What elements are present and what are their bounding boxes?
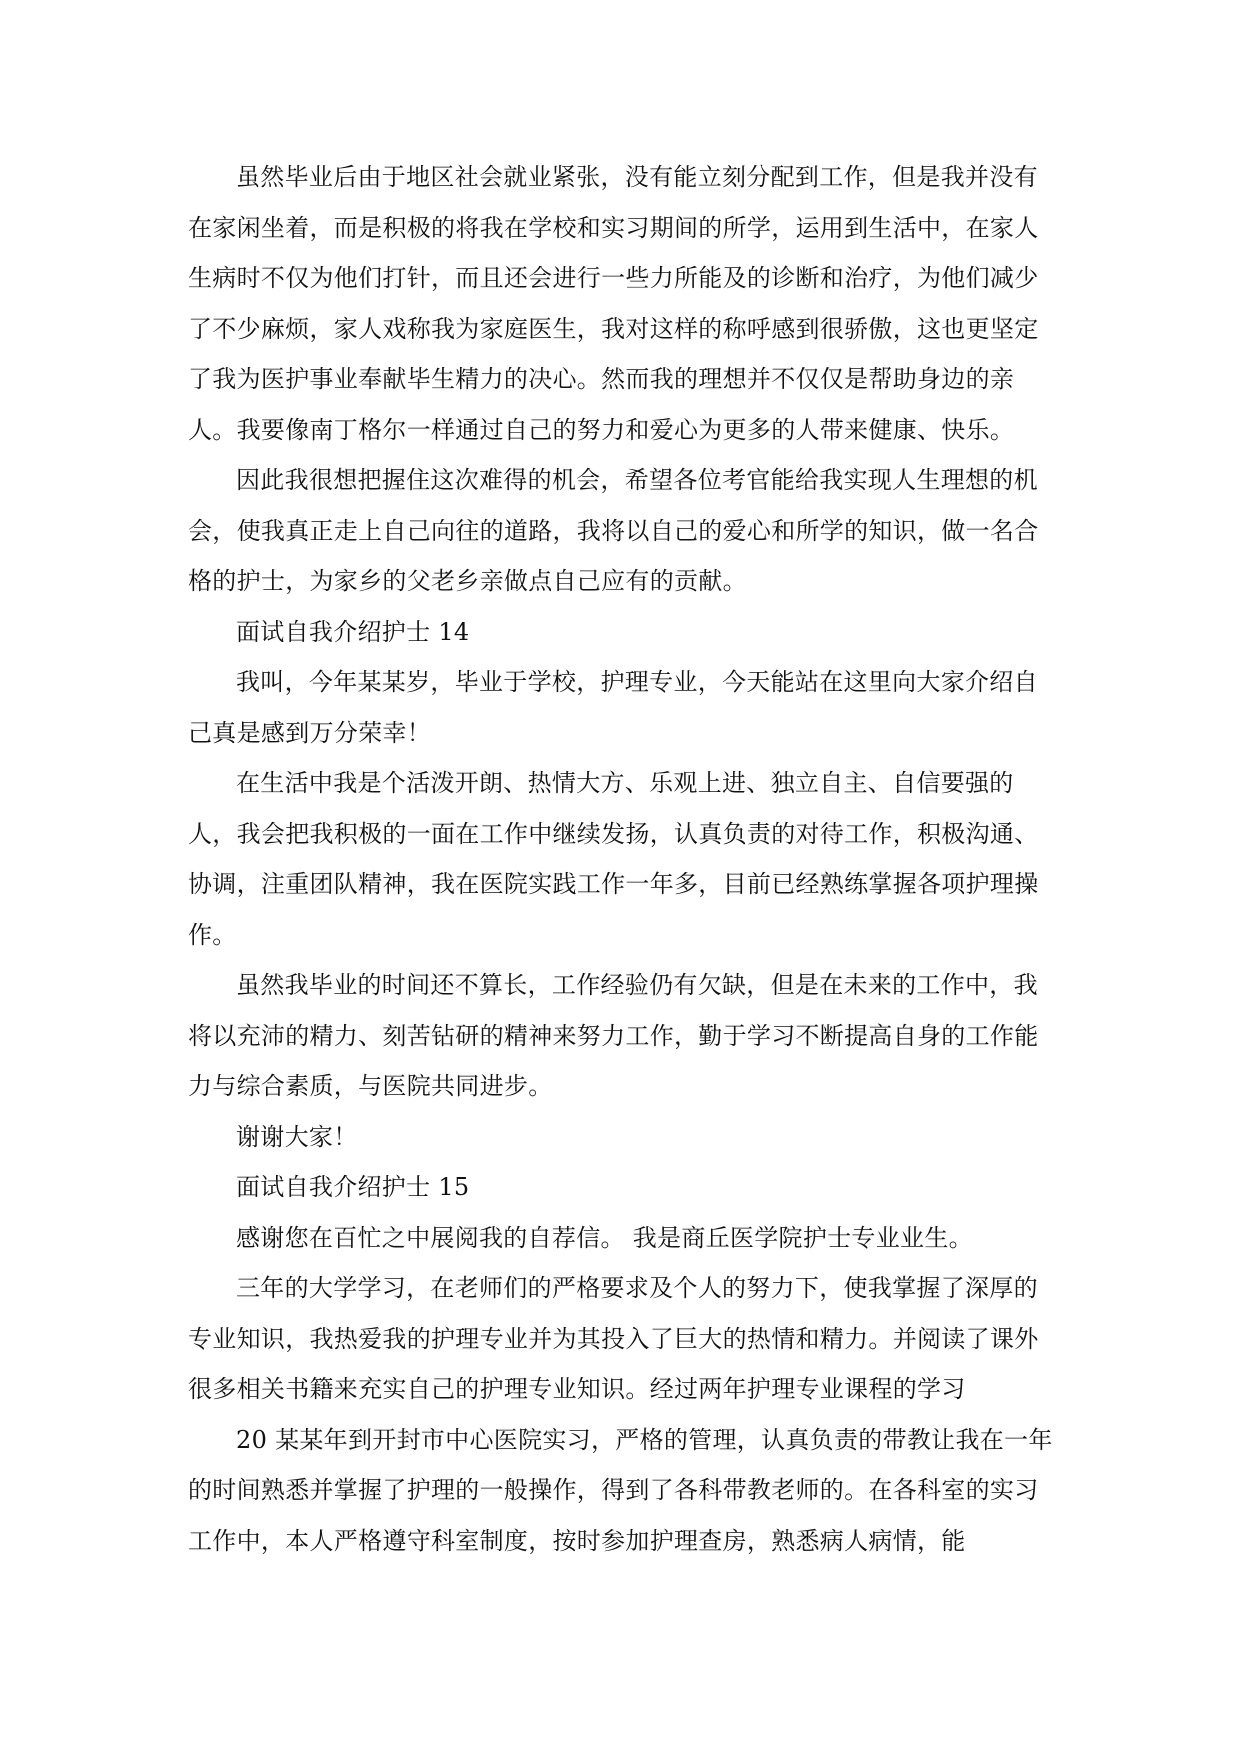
- paragraph-graduation-experience: 虽然毕业后由于地区社会就业紧张，没有能立刻分配到工作，但是我并没有在家闲坐着，而是积极的将我在学校和实习期间的所学，运用到生活中，在家人生病时不仅为他们打针，而且还会进行一些力所能及的诊断和治疗，为他们减少了不少麻烦，家人戏称我为家庭医生，我对这样的称呼感到很骄傲，这也更坚定了我为医护事业奉献毕生精力的决心。然而我的理想并不仅仅是帮助身边的亲人。我要像南丁格尔一样通过自己的努力和爱心为更多的人带来健康、快乐。: [188, 163, 1039, 444]
- paragraph-future-work: 虽然我毕业的时间还不算长，工作经验仍有欠缺，但是在未来的工作中，我将以充沛的精力、刻苦钻研的精神来努力工作，勤于学习不断提高自身的工作能力与综合素质，与医院共同进步。: [188, 971, 1039, 1100]
- paragraph-university-study: 三年的大学学习，在老师们的严格要求及个人的努力下，使我掌握了深厚的专业知识，我热爱我的护理专业并为其投入了巨大的热情和精力。并阅读了课外很多相关书籍来充实自己的护理专业知识。经过两年护理专业课程的学习: [188, 1274, 1039, 1403]
- paragraph-introduction: 我叫，今年某某岁，毕业于学校，护理专业，今天能站在这里向大家介绍自己真是感到万分荣幸！: [188, 668, 1038, 747]
- paragraph-personality: 在生活中我是个活泼开朗、热情大方、乐观上进、独立自主、自信要强的人，我会把我积极的一面在工作中继续发扬，认真负责的对待工作，积极沟通、协调，注重团队精神，我在医院实践工作一年多，目前已经熟练掌握各项护理操作。: [188, 769, 1039, 949]
- document-body: [188, 152, 1054, 1566]
- section-heading-15: 面试自我介绍护士 15: [236, 1173, 470, 1201]
- paragraph-thanks: 谢谢大家！: [236, 1122, 358, 1151]
- paragraph-seize-opportunity: 因此我很想把握住这次难得的机会，希望各位考官能给我实现人生理想的机会，使我真正走上自己向往的道路，我将以自己的爱心和所学的知识，做一名合格的护士，为家乡的父老乡亲做点自己应有的贡献。: [188, 466, 1039, 595]
- paragraph-internship: 20 某某年到开封市中心医院实习，严格的管理，认真负责的带教让我在一年的时间熟悉并掌握了护理的一般操作，得到了各科带教老师的。在各科室的实习工作中，本人严格遵守科室制度，按时参加护理查房，熟悉病人病情，能: [188, 1425, 1053, 1555]
- paragraph-gratitude: 感谢您在百忙之中展阅我的自荐信。 我是商丘医学院护士专业业生。: [236, 1223, 973, 1252]
- section-heading-14: 面试自我介绍护士 14: [236, 617, 470, 646]
